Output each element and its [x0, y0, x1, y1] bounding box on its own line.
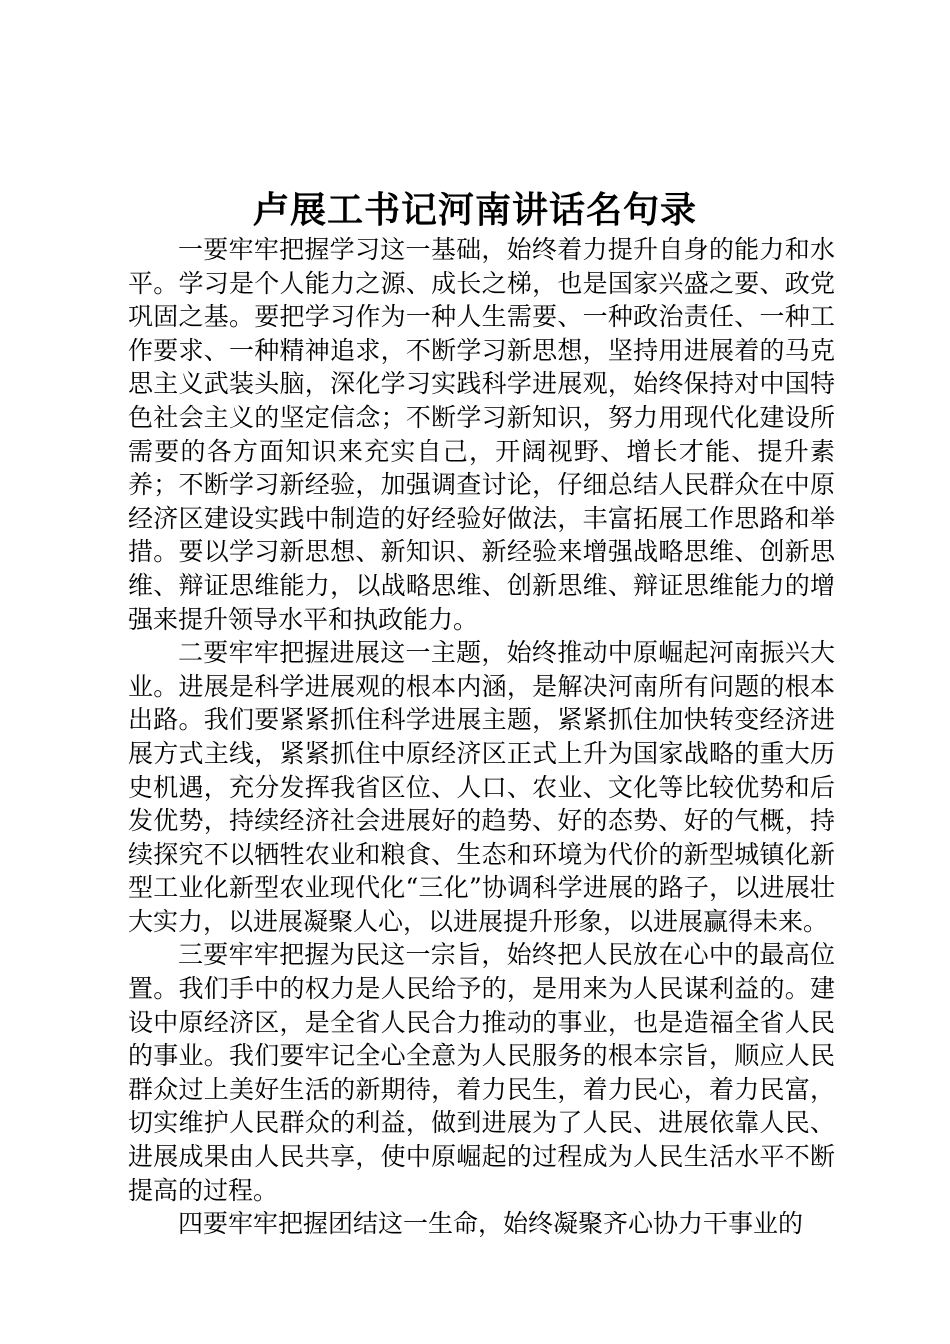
paragraph-4: 四要牢牢把握团结这一生命，始终凝聚齐心协力干事业的: [178, 1209, 804, 1239]
document-body: [128, 233, 835, 1241]
paragraph-1: 一要牢牢把握学习这一基础，始终着力提升自身的能力和水平。学习是个人能力之源、成长之梯，也是国家兴盛之要、政党巩固之基。要把学习作为一种人生需要、一种政治责任、一种工作要求、一种精神追求，不断学习新思想，坚持用进展着的马克思主义武装头脑，深化学习实践科学进展观，始终保持对中国特色社会主义的坚定信念；不断学习新知识，努力用现代化建设所需要的各方面知识来充实自己，开阔视野、增长才能、提升素养；不断学习新经验，加强调查讨论，仔细总结人民群众在中原经济区建设实践中制造的好经验好做法，丰富拓展工作思路和举措。要以学习新思想、新知识、新经验来增强战略思维、创新思维、辩证思维能力，以战略思维、创新思维、辩证思维能力的增强来提升领导水平和执政能力。: [128, 235, 835, 634]
paragraph-3: 三要牢牢把握为民这一宗旨，始终把人民放在心中的最高位置。我们手中的权力是人民给予的，是用来为人民谋利益的。建设中原经济区，是全省人民合力推动的事业，也是造福全省人民的事业。我们要牢记全心全意为人民服务的根本宗旨，顺应人民群众过上美好生活的新期待，着力民生，着力民心，着力民富，切实维护人民群众的利益，做到进展为了人民、进展依靠人民、进展成果由人民共享，使中原崛起的过程成为人民生活水平不断提高的过程。: [128, 940, 835, 1205]
paragraph-2: 二要牢牢把握进展这一主题，始终推动中原崛起河南振兴大业。进展是科学进展观的根本内涵，是解决河南所有问题的根本出路。我们要紧紧抓住科学进展主题，紧紧抓住加快转变经济进展方式主线，紧紧抓住中原经济区正式上升为国家战略的重大历史机遇，充分发挥我省区位、人口、农业、文化等比较优势和后发优势，持续经济社会进展好的趋势、好的态势、好的气概，持续探究不以牺牲农业和粮食、生态和环境为代价的新型城镇化新型工业化新型农业现代化“三化”协调科学进展的路子，以进展壮大实力，以进展凝聚人心，以进展提升形象，以进展赢得未来。: [128, 638, 835, 936]
document-title: 卢展工书记河南讲话名句录: [252, 189, 697, 231]
